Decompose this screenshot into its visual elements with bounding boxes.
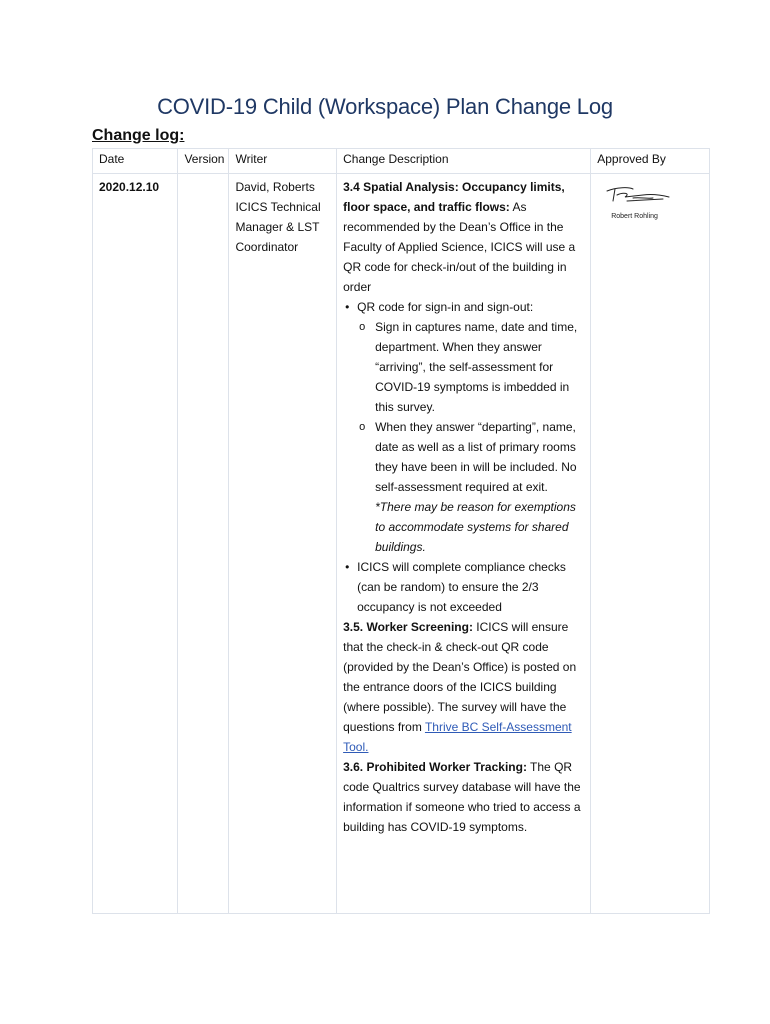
desc-heading-worker-tracking: 3.6. Prohibited Worker Tracking: (343, 760, 527, 774)
document-title: COVID-19 Child (Workspace) Plan Change Log (157, 94, 613, 119)
sub-bullet-sign-in: Sign in captures name, date and time, department. When they answer “arriving”, the self-assessment for COVID-19 symptoms is imbedded in this survey. (375, 320, 578, 414)
list-item (357, 557, 584, 617)
bullet-compliance-checks: ICICS will complete compliance checks (can be random) to ensure the 2/3 occupancy is not exceeded (357, 560, 566, 614)
list-item (357, 297, 584, 557)
header-version: Version (178, 149, 229, 174)
table-header-row (93, 149, 710, 174)
desc-bullet-list (343, 297, 584, 617)
desc-paragraph-worker-tracking (343, 757, 584, 837)
thrive-bc-link[interactable]: Thrive BC Self-Assessment Tool. (343, 720, 572, 754)
desc-paragraph-worker-screening (343, 617, 584, 757)
list-item (375, 317, 584, 417)
sub-bullet-departing: When they answer “departing”, name, date as well as a list of primary rooms they have been in will be included. No self-assessment required at exit. (375, 420, 577, 494)
cell-version (178, 174, 229, 914)
header-change-description: Change Description (337, 149, 591, 174)
desc-text-worker-tracking: The QR code Qualtrics survey database will have the information if someone who tried to access a building has COVID-19 symptoms. (343, 760, 581, 834)
signature-icon (603, 183, 675, 209)
bullet-qr-code: QR code for sign-in and sign-out: (357, 300, 534, 314)
signature-block (597, 177, 703, 225)
desc-sub-list (357, 317, 584, 557)
header-approved-by: Approved By (591, 149, 710, 174)
exemption-note: *There may be reason for exemptions to accommodate systems for shared buildings. (375, 500, 576, 554)
desc-heading-spatial-analysis: 3.4 Spatial Analysis: Occupancy limits, floor space, and traffic flows: (343, 180, 565, 214)
desc-paragraph-spatial-analysis (343, 177, 584, 297)
table-row (93, 174, 710, 914)
cell-writer: David, Roberts ICICS Technical Manager & LST Coordinator (229, 174, 337, 914)
cell-change-description (337, 174, 591, 914)
header-writer: Writer (229, 149, 337, 174)
cell-date: 2020.12.10 (93, 174, 178, 914)
approver-name: Robert Rohling (611, 213, 658, 220)
desc-text-worker-screening: ICICS will ensure that the check-in & check-out QR code (provided by the Dean’s Office) is posted on the entrance doors of the ICICS building (where possible). The survey will have the questions from (343, 620, 577, 734)
section-heading: Change log: (92, 127, 185, 144)
desc-heading-worker-screening: 3.5. Worker Screening: (343, 620, 473, 634)
desc-text-spatial-analysis: As recommended by the Dean’s Office in the Faculty of Applied Science, ICICS will use a QR code for check-in/out of the building in order (343, 200, 576, 294)
header-date: Date (93, 149, 178, 174)
cell-approved-by (591, 174, 710, 914)
list-item (375, 417, 584, 557)
change-log-table (92, 148, 710, 914)
